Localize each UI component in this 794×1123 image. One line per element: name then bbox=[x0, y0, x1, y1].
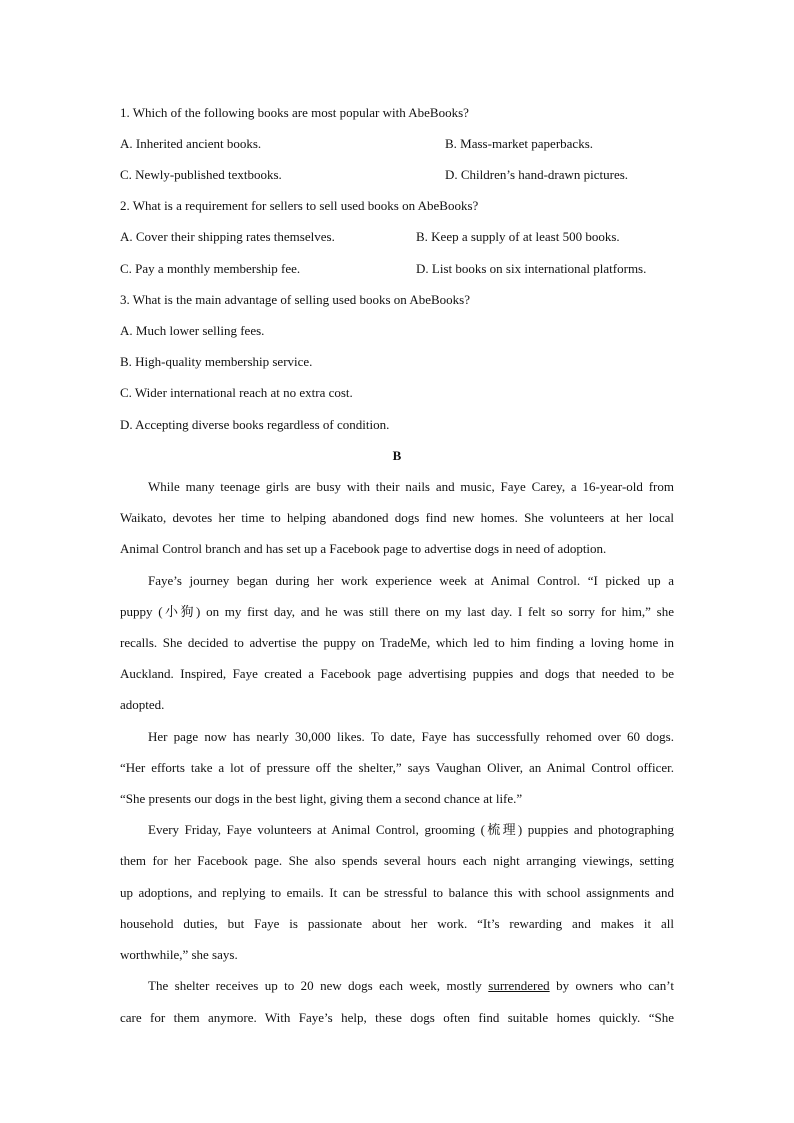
paragraph-5-text: by owners who can’t bbox=[556, 978, 675, 993]
paragraph-5-line bbox=[148, 978, 674, 994]
paragraph-5-line: care for them anymore. With Faye’s help, these dogs often find suitable homes quickly. “She bbox=[120, 1010, 674, 1025]
question-2-stem: 2. What is a requirement for sellers to sell used books on AbeBooks? bbox=[120, 198, 479, 213]
paragraph-2-line: puppy (小狗) on my first day, and he was still there on my last day. I felt so sorry for him,” she bbox=[120, 604, 674, 619]
paragraph-2-line: Faye’s journey began during her work experience week at Animal Control. “I picked up a bbox=[148, 573, 674, 588]
paragraph-1-line: Waikato, devotes her time to helping abandoned dogs find new homes. She volunteers at her local bbox=[120, 510, 674, 525]
question-3-option-b: B. High-quality membership service. bbox=[120, 354, 313, 369]
paragraph-3-line: Her page now has nearly 30,000 likes. To date, Faye has successfully rehomed over 60 dogs. bbox=[148, 729, 674, 744]
question-2-option-c: C. Pay a monthly membership fee. bbox=[120, 261, 301, 276]
paragraph-2-line: Auckland. Inspired, Faye created a Facebook page advertising puppies and dogs that needed to be bbox=[120, 666, 674, 681]
question-3-option-c: C. Wider international reach at no extra cost. bbox=[120, 385, 353, 400]
question-1-option-c: C. Newly-published textbooks. bbox=[120, 167, 282, 182]
paragraph-4-line: up adoptions, and replying to emails. It can be stressful to balance this with school assignments and bbox=[120, 885, 674, 900]
question-3-option-d: D. Accepting diverse books regardless of condition. bbox=[120, 417, 390, 432]
section-heading: B bbox=[392, 448, 402, 463]
paragraph-2-line: recalls. She decided to advertise the puppy on TradeMe, which led to him finding a loving home in bbox=[120, 635, 674, 650]
paragraph-4-line: Every Friday, Faye volunteers at Animal Control, grooming (梳理) puppies and photographing bbox=[148, 822, 674, 837]
question-2-option-b: B. Keep a supply of at least 500 books. bbox=[416, 229, 620, 244]
paragraph-4-line: household duties, but Faye is passionate about her work. “It’s rewarding and makes it all bbox=[120, 916, 674, 931]
question-1-stem: 1. Which of the following books are most popular with AbeBooks? bbox=[120, 105, 469, 120]
paragraph-3-line: “She presents our dogs in the best light, giving them a second chance at life.” bbox=[120, 791, 523, 806]
question-1-option-b: B. Mass-market paperbacks. bbox=[445, 136, 594, 151]
paragraph-5-text: The shelter receives up to 20 new dogs each week, mostly bbox=[148, 978, 482, 993]
paragraph-2-line: adopted. bbox=[120, 697, 165, 712]
question-3-stem: 3. What is the main advantage of selling used books on AbeBooks? bbox=[120, 292, 470, 307]
underlined-word: surrendered bbox=[488, 978, 550, 993]
question-2-option-d: D. List books on six international platforms. bbox=[416, 261, 647, 276]
paragraph-4-line: worthwhile,” she says. bbox=[120, 947, 238, 962]
paragraph-3-line: “Her efforts take a lot of pressure off the shelter,” says Vaughan Oliver, an Animal Control officer. bbox=[120, 760, 674, 775]
question-1-option-a: A. Inherited ancient books. bbox=[120, 136, 262, 151]
paragraph-1-line: While many teenage girls are busy with their nails and music, Faye Carey, a 16-year-old from bbox=[148, 479, 674, 494]
question-3-option-a: A. Much lower selling fees. bbox=[120, 323, 265, 338]
question-2-option-a: A. Cover their shipping rates themselves. bbox=[120, 229, 335, 244]
question-1-option-d: D. Children’s hand-drawn pictures. bbox=[445, 167, 629, 182]
paragraph-1-line: Animal Control branch and has set up a Facebook page to advertise dogs in need of adoption. bbox=[120, 541, 607, 556]
paragraph-4-line: them for her Facebook page. She also spends several hours each night arranging viewings, setting bbox=[120, 853, 674, 868]
